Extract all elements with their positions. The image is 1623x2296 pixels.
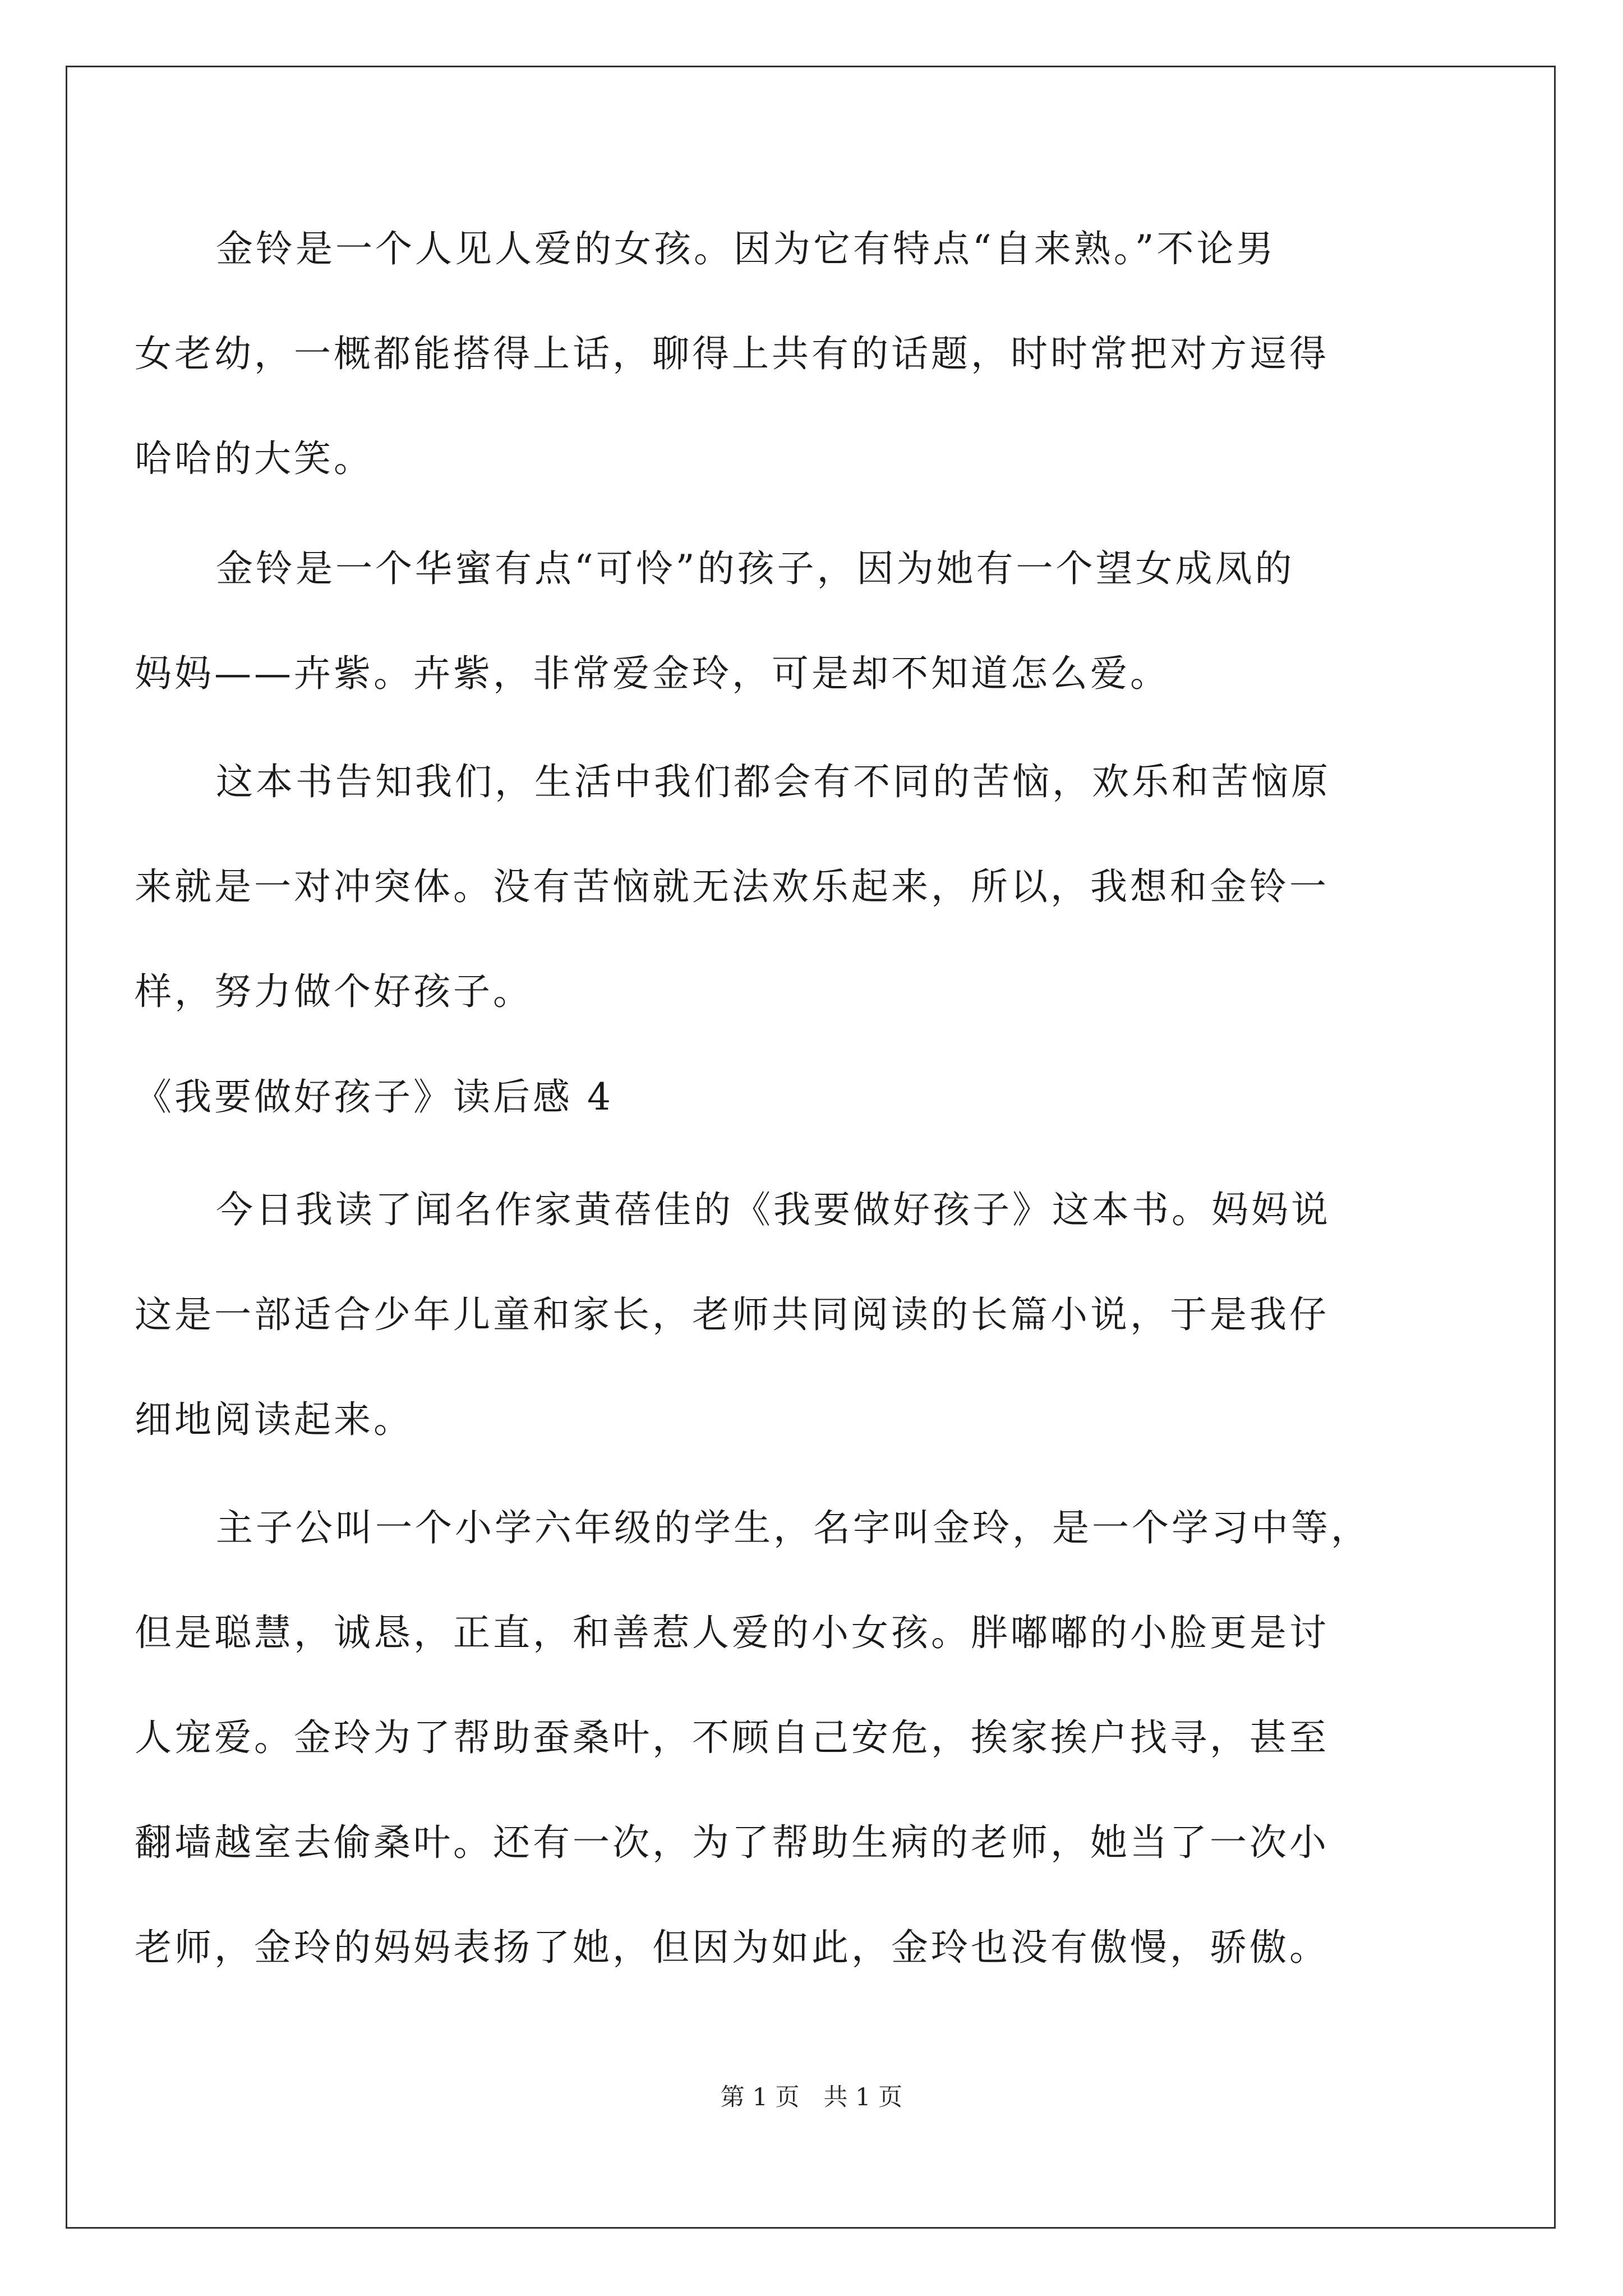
text-line: 金铃是一个华蜜有点“可怜”的孩子，因为她有一个望女成凤的 [216,547,1295,590]
text-line: 金铃是一个人见人爱的女孩。因为它有特点“自来熟。”不论男 [216,227,1276,270]
text-line: 女老幼，一概都能搭得上话，聊得上共有的话题，时时常把对方逗得 [135,332,1329,375]
text-line: 老师，金玲的妈妈表扬了她，但因为如此，金玲也没有傲慢，骄傲。 [135,1926,1329,1969]
text-line: 哈哈的大笑。 [135,437,374,480]
text-line: 这是一部适合少年儿童和家长，老师共同阅读的长篇小说，于是我仔 [135,1293,1329,1336]
paragraph-3 [135,729,1492,1044]
page-footer: 第 1 页 共 1 页 [720,2083,903,2111]
text-line: 人宠爱。金玲为了帮助蚕桑叶，不顾自己安危，挨家挨户找寻，甚至 [135,1716,1329,1759]
text-line: 翻墙越室去偷桑叶。还有一次，为了帮助生病的老师，她当了一次小 [135,1821,1329,1864]
text-line: 今日我读了闻名作家黄蓓佳的《我要做好孩子》这本书。妈妈说 [216,1188,1331,1231]
text-line: 这本书告知我们，生活中我们都会有不同的苦恼，欢乐和苦恼原 [216,760,1331,803]
text-line: 妈妈——卉紫。卉紫，非常爱金玲，可是却不知道怎么爱。 [135,652,1170,695]
text-line: 细地阅读起来。 [135,1398,413,1441]
text-line: 但是聪慧，诚恳，正直，和善惹人爱的小女孩。胖嘟嘟的小脸更是讨 [135,1611,1329,1654]
paragraph-4 [135,1157,1492,1472]
text-line: 主子公叫一个小学六年级的学生，名字叫金玲，是一个学习中等， [216,1506,1371,1549]
paragraph-5 [135,1475,1492,2000]
text-line: 样，努力做个好孩子。 [135,970,533,1013]
paragraph-2 [135,516,1492,726]
section-heading: 《我要做好孩子》读后感 4 [135,1075,614,1119]
paragraph-1 [135,196,1492,511]
text-line: 来就是一对冲突体。没有苦恼就无法欢乐起来，所以，我想和金铃一 [135,865,1329,908]
